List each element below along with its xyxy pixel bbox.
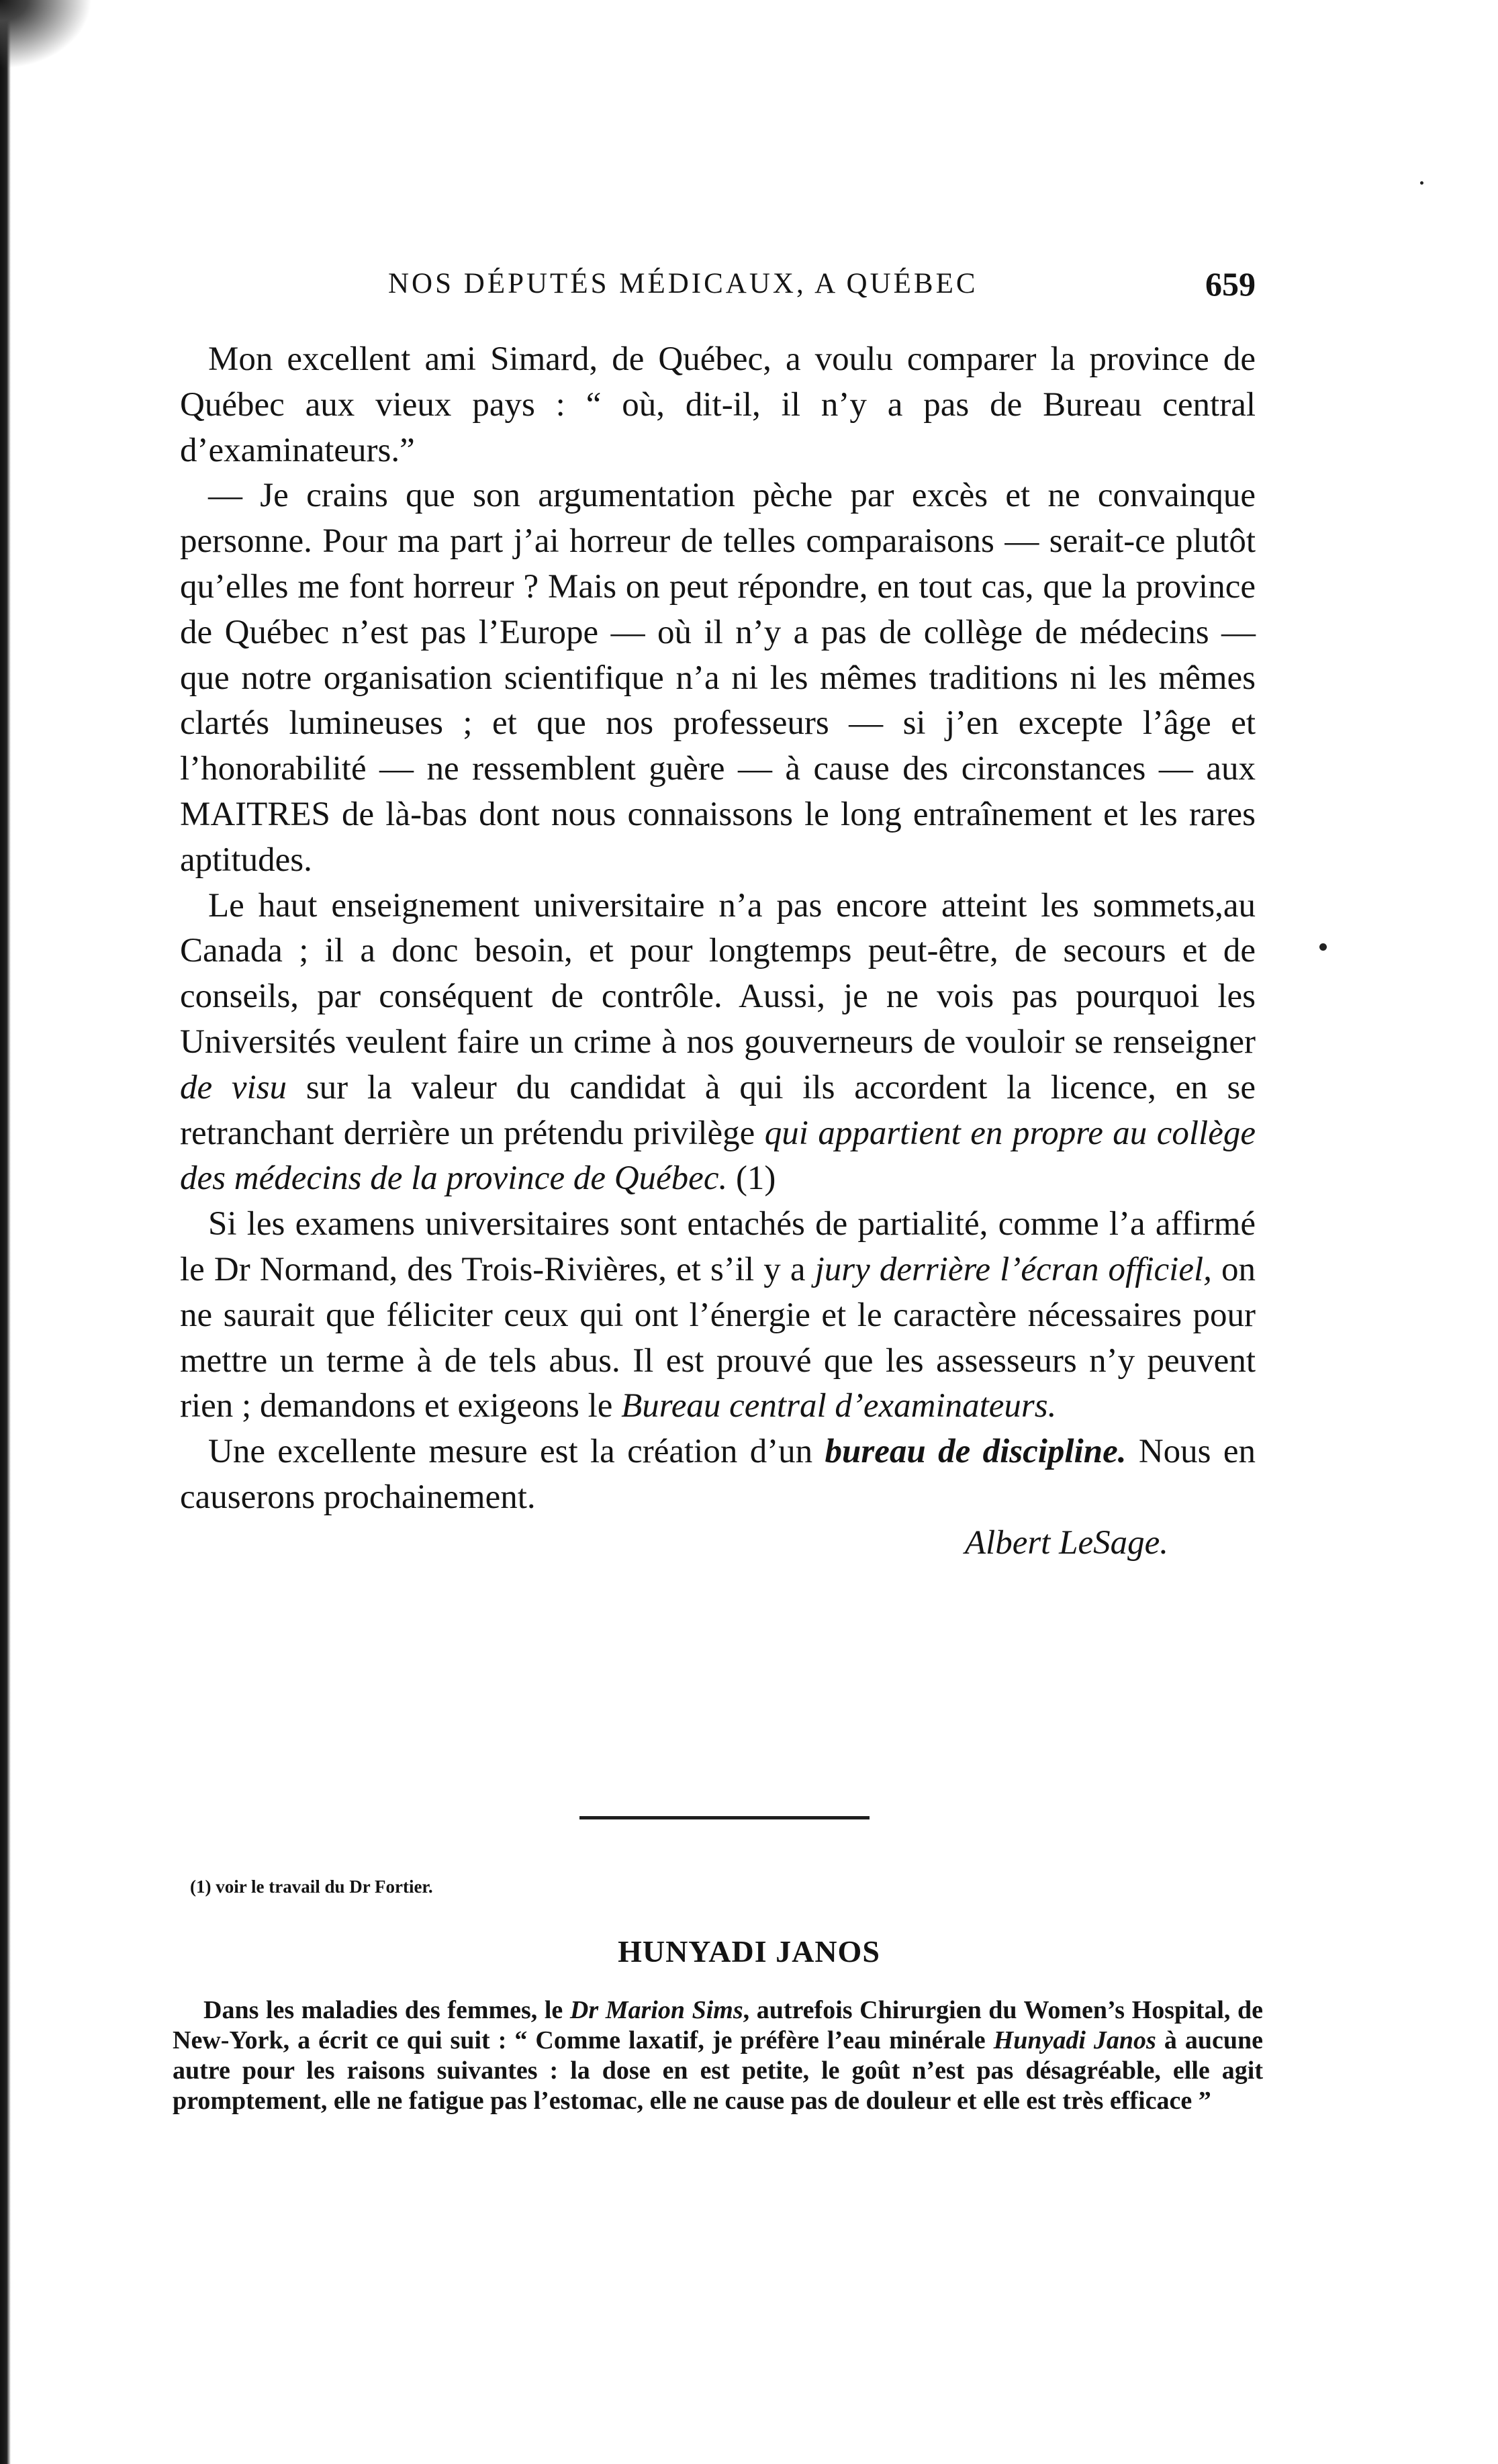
paragraph-2: — Je crains que son argumentation pèche par excès et ne convainque personne. Pour ma part j’ai horreur de telles comparaisons — serait-ce plutôt qu’elles me font horreur ? Mais on peut répondre, en tout cas, que la province de Québec n’est pas l’Europe — où il n’y a pas de collège de médecins — que notre organisation scientifique n’a ni les mêmes traditions ni les mêmes clartés lumineuses ; et que nos professeurs — si j’en excepte l’âge et l’honorabilité — ne ressemblent guère — à cause des circonstances — aux MAITRES de là-bas dont nous connaissons le long entraînement et les rares aptitudes. xyxy=(180,477,1256,879)
advertisement-body xyxy=(173,1995,1263,2116)
paragraph-5: Une excellente mesure est la création d’un bureau de discipline. Nous en causerons prochainement. xyxy=(180,1433,1256,1516)
article-body xyxy=(180,337,1256,1566)
scan-binding-edge xyxy=(0,0,11,2464)
running-head-title: NOS DÉPUTÉS MÉDICAUX, A QUÉBEC xyxy=(388,268,978,299)
section-divider xyxy=(579,1816,870,1819)
signature: Albert LeSage. xyxy=(964,1523,1168,1562)
footnote: (1) voir le travail du Dr Fortier. xyxy=(190,1877,433,1897)
advertisement-title: HUNYADI JANOS xyxy=(618,1934,880,1969)
paragraph-1: Mon excellent ami Simard, de Québec, a voulu comparer la province de Québec aux vieux pays : “ où, dit-il, il n’y a pas de Bureau central d’examinateurs.” xyxy=(180,340,1256,469)
scan-corner-shadow xyxy=(0,0,107,81)
page-number: 659 xyxy=(1205,265,1256,303)
scan-speck xyxy=(1420,181,1423,185)
paragraph-4: Si les examens universitaires sont entachés de partialité, comme l’a affirmé le Dr Normand, des Trois-Rivières, et s’il y a jury derrière l’écran officiel, on ne saurait que féliciter ceux qui ont l’énergie et le caractère nécessaires pour mettre un terme à de tels abus. Il est prouvé que les assesseurs n’y peuvent rien ; demandons et exigeons le Bureau central d’examinateurs. xyxy=(180,1205,1256,1425)
scan-speck xyxy=(1319,943,1327,951)
advertisement-text: Dans les maladies des femmes, le Dr Marion Sims, autrefois Chirurgien du Women’s Hospital, de New-York, a écrit ce qui suit : “ Comme laxatif, je préfère l’eau minérale Hunyadi Janos à aucune autre pour les raisons suivantes : la dose en est petite, le goût n’est pas désagréable, elle agit promptement, elle ne fatigue pas l’estomac, elle ne cause pas de douleur et elle est très efficace ” xyxy=(173,1996,1263,2115)
footnote-ref: (1) xyxy=(727,1159,776,1198)
running-head xyxy=(388,267,1256,307)
paragraph-3: Le haut enseignement universitaire n’a pas encore atteint les sommets,au Canada ; il a donc besoin, et pour longtemps peut-être, de secours et de conseils, par conséquent de contrôle. Aussi, je ne vois pas pourquoi les Universités veulent faire un crime à nos gouverneurs de vouloir se renseigner de visu sur la valeur du candidat à qui ils accordent la licence, en se retranchant derrière un prétendu privilège qui appartient en propre au collège des médecins de la province de Québec. (1) xyxy=(180,886,1256,1198)
